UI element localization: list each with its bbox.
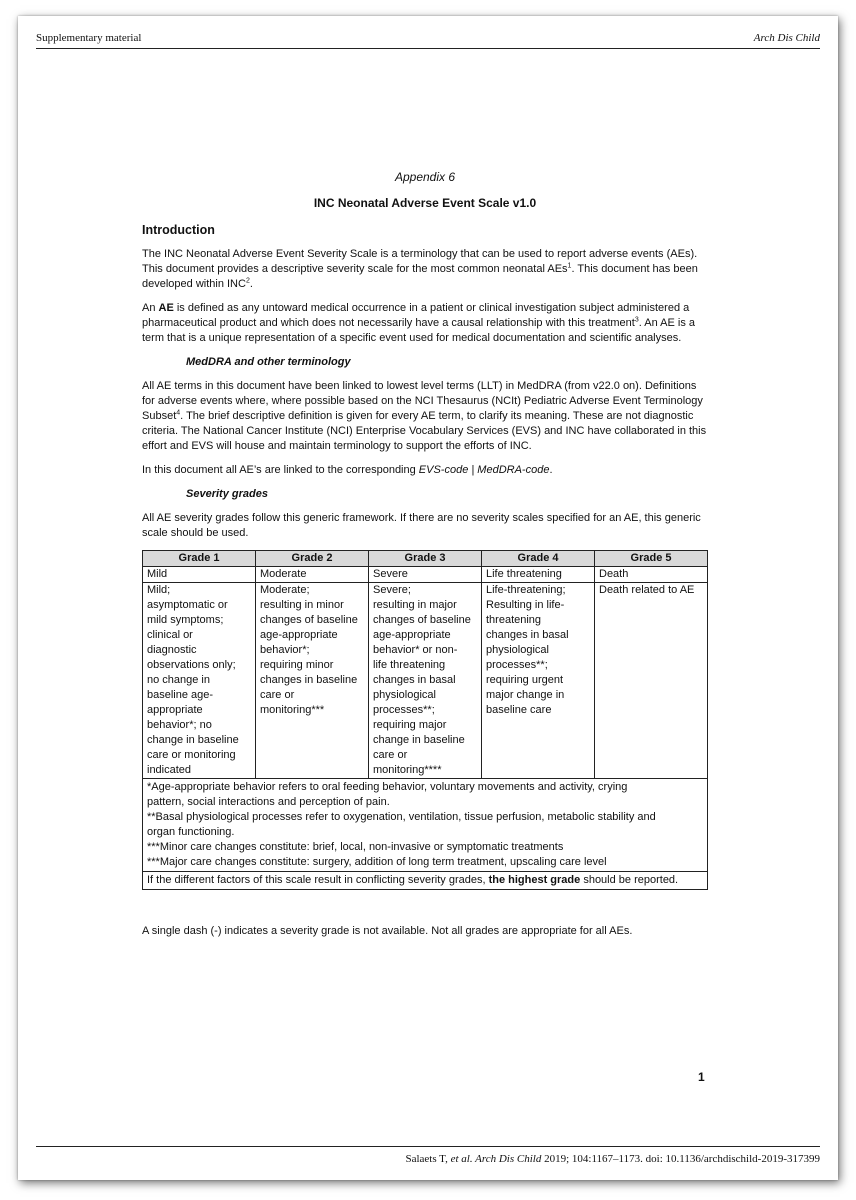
grade-description [256,583,369,779]
text-line: change in baseline [147,734,239,746]
text-line: life threatening [373,659,446,671]
grade-header: Grade 5 [595,551,708,567]
text-line: changes of baseline [260,614,358,626]
text-line: asymptomatic or [147,599,228,611]
document-page [18,16,838,1180]
text-line: changes of baseline [373,614,471,626]
text-line: physiological [486,644,549,656]
grade-label: Mild [143,567,256,583]
text-line: changes in basal [486,629,569,641]
grade-description [143,583,256,779]
text-line: baseline age- [147,689,214,701]
text-line: threatening [486,614,542,626]
text-line: resulting in minor [260,599,344,611]
severity-paragraph: All AE severity grades follow this generic framework. If there are no severity scales specified for an AE, this generic scale should be used. [142,512,701,539]
severity-grade-table [142,550,708,890]
grade-label: Severe [369,567,482,583]
introduction-heading: Introduction [142,223,215,237]
text-line: physiological [373,689,436,701]
text-line: change in baseline [373,734,465,746]
grade-description [482,583,595,779]
page-number: 1 [698,1070,705,1084]
text-line: ***Major care changes constitute: surgery, addition of long term treatment, upscaling care level [147,856,607,868]
text-line: behavior*; [260,644,310,656]
closing-note: A single dash (-) indicates a severity grade is not available. Not all grades are appropriate for all AEs. [142,925,633,937]
meddra-paragraph-2: In this document all AE’s are linked to the corresponding EVS-code | MedDRA-code. [142,464,553,476]
introduction-paragraph-2: An AE is defined as any untoward medical occurrence in a patient or clinical investigation subject administered a pharmaceutical product and which does not necessarily have a causal relationship with this treatment$^3$. An AE is a term that is a unique representation of a specific event used for medical documentation and scientific analyses. [142,302,695,344]
text-line: observations only; [147,659,236,671]
severity-heading: Severity grades [186,488,268,500]
text-line: care or monitoring [147,749,236,761]
grade-description [369,583,482,779]
text-line: monitoring**** [373,764,442,776]
text-line: baseline care [486,704,552,716]
grade-label: Life threatening [482,567,595,583]
grade-header: Grade 3 [369,551,482,567]
text-line: resulting in major [373,599,457,611]
text-line: Mild; [147,584,171,596]
text-line: Moderate; [260,584,310,596]
meddra-paragraph-1: All AE terms in this document have been linked to lowest level terms (LLT) in MedDRA (from v22.0 on). Definitions for adverse events where, where possible based on the NCI Thesaurus (NCIt) Pediatric Adverse Event Terminology Subset$^4$. The brief descriptive definition is given for every AE term, to clarify its meaning. These are not diagnostic criteria. The National Cancer Institute (NCI) Enterprise Vocabulary Services (EVS) and INC have collaborated in this effort and EVS will house and maintain terminology to support the efforts of INC. [142,380,707,452]
text-line: age-appropriate [373,629,451,641]
text-line: requiring minor [260,659,334,671]
text-line: major change in [486,689,565,701]
grade-description-row [143,583,708,779]
header-journal: Arch Dis Child [753,32,820,44]
grade-label-row [143,567,708,583]
text-line: Severe; [373,584,411,596]
meddra-heading: MedDRA and other terminology [186,356,351,368]
grade-label: Death [595,567,708,583]
text-line: indicated [147,764,192,776]
text-line: Life-threatening; [486,584,566,596]
grade-description [595,583,708,779]
text-line: ***Minor care changes constitute: brief, local, non-invasive or symptomatic treatments [147,841,564,853]
text-line: age-appropriate [260,629,338,641]
text-line: **Basal physiological processes refer to oxygenation, ventilation, tissue perfusion, metabolic stability and [147,811,656,823]
text-line: diagnostic [147,644,197,656]
text-line: no change in [147,674,210,686]
text-line: mild symptoms; [147,614,224,626]
text-line: changes in basal [373,674,456,686]
page-content [142,170,708,948]
conflict-note-row [143,872,708,890]
text-line: processes**; [373,704,435,716]
text-line: organ functioning. [147,826,235,838]
footnotes-row [143,779,708,872]
grade-header: Grade 1 [143,551,256,567]
text-line: care or [260,689,295,701]
citation-footer: Salaets T, et al. Arch Dis Child 2019; 104:1167–1173. doi: 10.1136/archdischild-2019-317399 [36,1146,820,1165]
running-header [36,32,820,49]
document-title: INC Neonatal Adverse Event Scale v1.0 [313,196,537,210]
text-line: requiring major [373,719,447,731]
text-line: pattern, social interactions and perception of pain. [147,796,390,808]
grade-header: Grade 2 [256,551,369,567]
text-line: behavior*; no [147,719,212,731]
introduction-paragraph-1: The INC Neonatal Adverse Event Severity Scale is a terminology that can be used to report adverse events (AEs). This document provides a descriptive severity scale for the most common neonatal AEs$^1$. This document has been developed within INC$^2$. [142,248,698,290]
text-line: care or [373,749,408,761]
table-footnotes [143,779,708,872]
text-line: behavior* or non- [373,644,458,656]
text-line: *Age-appropriate behavior refers to oral feeding behavior, voluntary movements and activity, crying [147,781,628,793]
appendix-label: Appendix 6 [394,170,456,184]
text-line: clinical or [147,629,193,641]
grade-label: Moderate [256,567,369,583]
text-line: Death related to AE [599,584,695,596]
grade-header: Grade 4 [482,551,595,567]
header-left: Supplementary material [36,32,142,44]
grade-header-row [143,551,708,567]
text-line: appropriate [147,704,203,716]
text-line: changes in baseline [260,674,358,686]
text-line: Resulting in life- [486,599,565,611]
text-line: requiring urgent [486,674,564,686]
text-line: processes**; [486,659,548,671]
text-line: monitoring*** [260,704,325,716]
conflict-note: If the different factors of this scale result in conflicting severity grades, the highest grade should be reported. [143,872,708,890]
